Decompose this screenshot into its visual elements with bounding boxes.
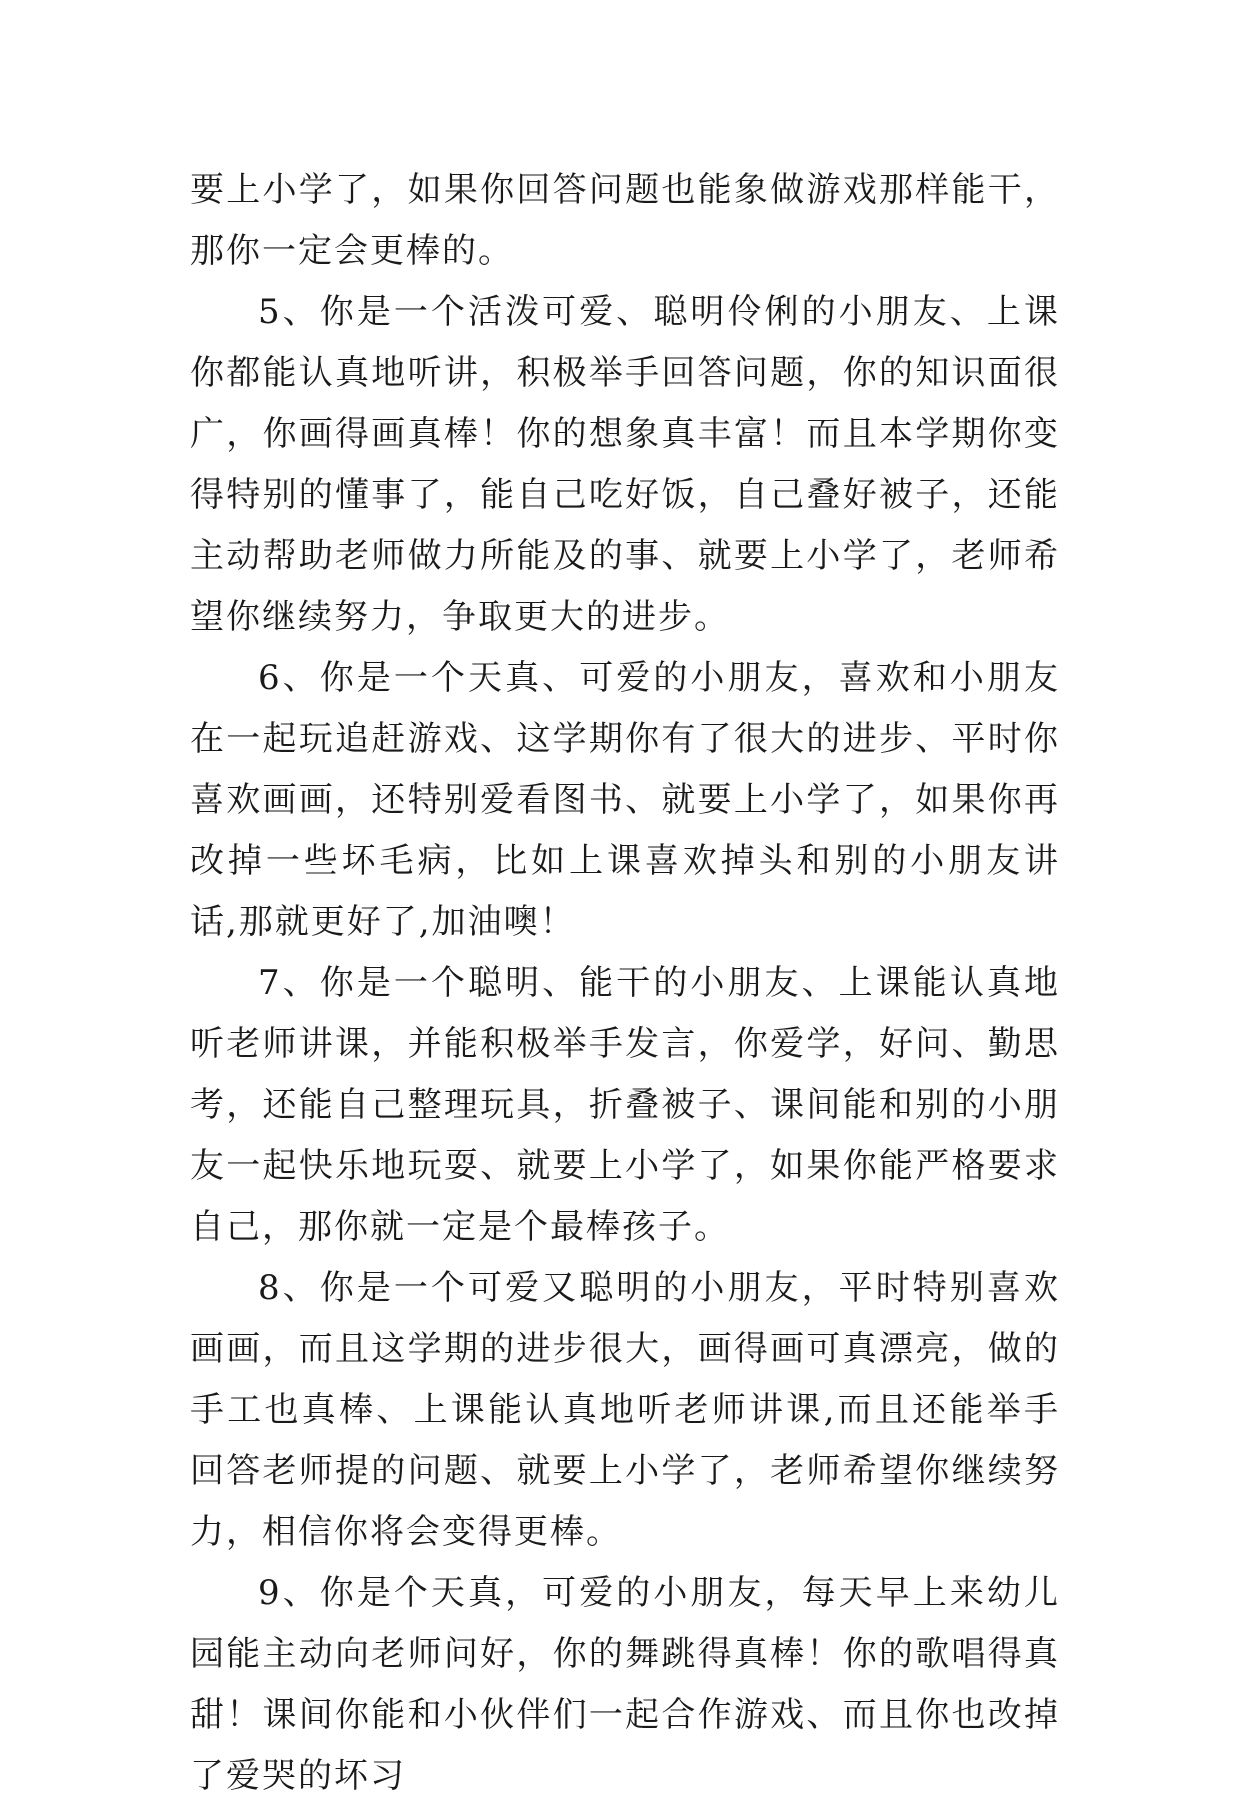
paragraph-item-9: 9、你是个天真，可爱的小朋友，每天早上来幼儿园能主动向老师问好，你的舞跳得真棒！你的歌唱得真甜！课间你能和小伙伴们一起合作游戏、而且你也改掉了爱哭的坏习 bbox=[190, 1573, 1060, 1796]
document-body bbox=[190, 160, 1060, 1807]
paragraph-item-8: 8、你是一个可爱又聪明的小朋友，平时特别喜欢画画，而且这学期的进步很大，画得画可真漂亮，做的手工也真棒、上课能认真地听老师讲课,而且还能举手回答老师提的问题、就要上小学了，老师希望你继续努力，相信你将会变得更棒。 bbox=[190, 1268, 1060, 1552]
paragraph-item-6: 6、你是一个天真、可爱的小朋友，喜欢和小朋友在一起玩追赶游戏、这学期你有了很大的进步、平时你喜欢画画，还特别爱看图书、就要上小学了，如果你再改掉一些坏毛病，比如上课喜欢掉头和别的小朋友讲话,那就更好了,加油噢！ bbox=[190, 658, 1060, 942]
paragraph-item-5: 5、你是一个活泼可爱、聪明伶俐的小朋友、上课你都能认真地听讲，积极举手回答问题，你的知识面很广，你画得画真棒！你的想象真丰富！而且本学期你变得特别的懂事了，能自己吃好饭，自己叠好被子，还能主动帮助老师做力所能及的事、就要上小学了，老师希望你继续努力，争取更大的进步。 bbox=[190, 292, 1060, 637]
paragraph-item-7: 7、你是一个聪明、能干的小朋友、上课能认真地听老师讲课，并能积极举手发言，你爱学，好问、勤思考，还能自己整理玩具，折叠被子、课间能和别的小朋友一起快乐地玩耍、就要上小学了，如果你能严格要求自己，那你就一定是个最棒孩子。 bbox=[190, 963, 1060, 1247]
paragraph-continuation: 要上小学了，如果你回答问题也能象做游戏那样能干，那你一定会更棒的。 bbox=[190, 170, 1060, 271]
